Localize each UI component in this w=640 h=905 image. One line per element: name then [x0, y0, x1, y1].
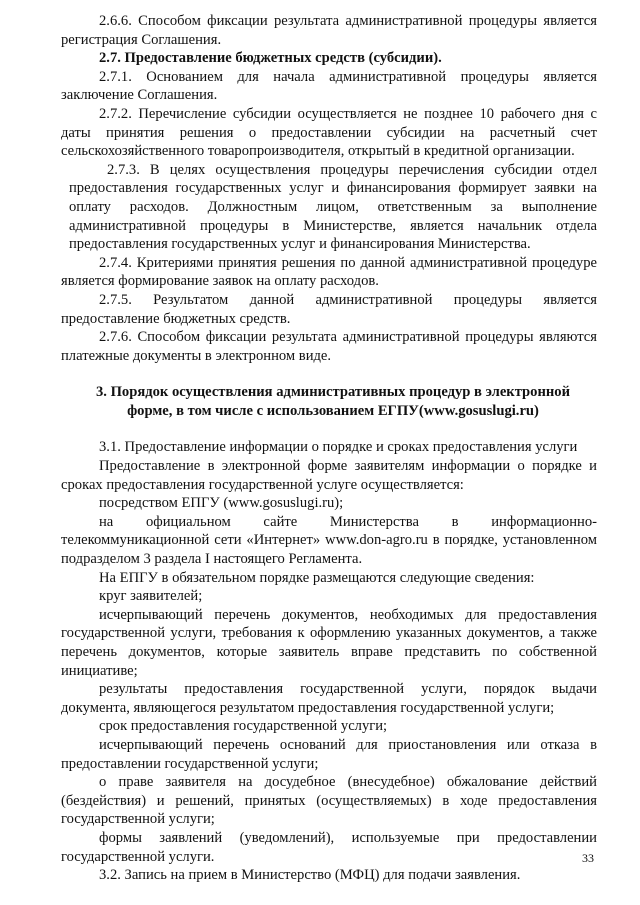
subsection-heading-2-7: 2.7. Предоставление бюджетных средств (субсидии).: [99, 50, 442, 67]
spacer: [61, 365, 597, 383]
list-item-appeal-rights: о праве заявителя на досудебное (внесудебное) обжалование действий (бездействия) и решений, принятых (осуществляемых) в ходе предоставления государственной услуги;: [61, 774, 597, 828]
paragraph-via-epgu: посредством ЕПГУ (www.gosuslugi.ru);: [99, 495, 344, 512]
list-item-applicants: круг заявителей;: [99, 588, 203, 605]
paragraph-epgu-mandatory: На ЕПГУ в обязательном порядке размещаются следующие сведения:: [99, 569, 535, 586]
paragraph-3-2: 3.2. Запись на прием в Министерство (МФЦ) для подачи заявления.: [99, 867, 521, 884]
list-item-results: результаты предоставления государственной услуги, порядок выдачи документа, являющегося результатом предоставления государственной услуги;: [61, 681, 597, 716]
paragraph-2-7-5: 2.7.5. Результатом данной административной процедуры является предоставление бюджетных средств.: [61, 291, 597, 327]
spacer: [61, 420, 597, 438]
paragraph-3-1: 3.1. Предоставление информации о порядке и сроках предоставления услуги: [99, 439, 578, 456]
paragraph-2-7-1: 2.7.1. Основанием для начала административной процедуры является заключение Соглашения.: [61, 68, 597, 104]
list-item-documents: исчерпывающий перечень документов, необходимых для предоставления государственной услуги, требования к оформлению указанных документов, а также перечень документов, которые заявитель вправе представить по собственной инициативе;: [61, 606, 597, 679]
section-3-heading-line-1: 3. Порядок осуществления административных процедур в электронной: [95, 384, 570, 401]
paragraph-electronic-info: Предоставление в электронной форме заявителям информации о порядке и сроках предоставления государственной услуге осуществляется:: [61, 458, 597, 493]
list-item-grounds: исчерпывающий перечень оснований для приостановления или отказа в предоставлении государственной услуги;: [61, 736, 597, 772]
paragraph-2-7-2: 2.7.2. Перечисление субсидии осуществляется не позднее 10 рабочего дня с даты принятия решения о предоставлении субсидии на расчетный счет сельскохозяйственного товаропроизводителя, открытый в кредитной организации.: [61, 105, 597, 160]
list-item-term: срок предоставления государственной услуги;: [99, 718, 388, 735]
paragraph-2-7-3: 2.7.3. В целях осуществления процедуры перечисления субсидии отдел предоставления государственных услуг и финансирования формирует заявки на оплату расходов. Должностным лицом, ответственным за выполнение административной процедуры в Министерстве, является начальник отдела предоставления государственных услуг и финансирования Министерства.: [69, 161, 597, 253]
page-number: 33: [582, 851, 594, 865]
paragraph-official-site: на официальном сайте Министерства в информационно-телекоммуникационной сети «Интернет» www.don-agro.ru в порядке, установленном подразделом 3 раздела I настоящего Регламента.: [61, 513, 597, 568]
section-3-heading-line-2: форме, в том числе с использованием ЕГПУ(www.gosuslugi.ru): [127, 402, 539, 419]
section-3-heading: [61, 383, 597, 420]
paragraph-2-7-6: 2.7.6. Способом фиксации результата административной процедуры являются платежные документы в электронном виде.: [61, 329, 597, 364]
list-item-forms: формы заявлений (уведомлений), используемые при предоставлении государственной услуги.: [61, 829, 597, 865]
paragraph-2-6-6: 2.6.6. Способом фиксации результата административной процедуры является регистрация Соглашения.: [61, 13, 597, 48]
paragraph-2-7-4: 2.7.4. Критериями принятия решения по данной административной процедуре является формирование заявок на оплату расходов.: [61, 254, 597, 290]
document-page: [61, 12, 597, 885]
